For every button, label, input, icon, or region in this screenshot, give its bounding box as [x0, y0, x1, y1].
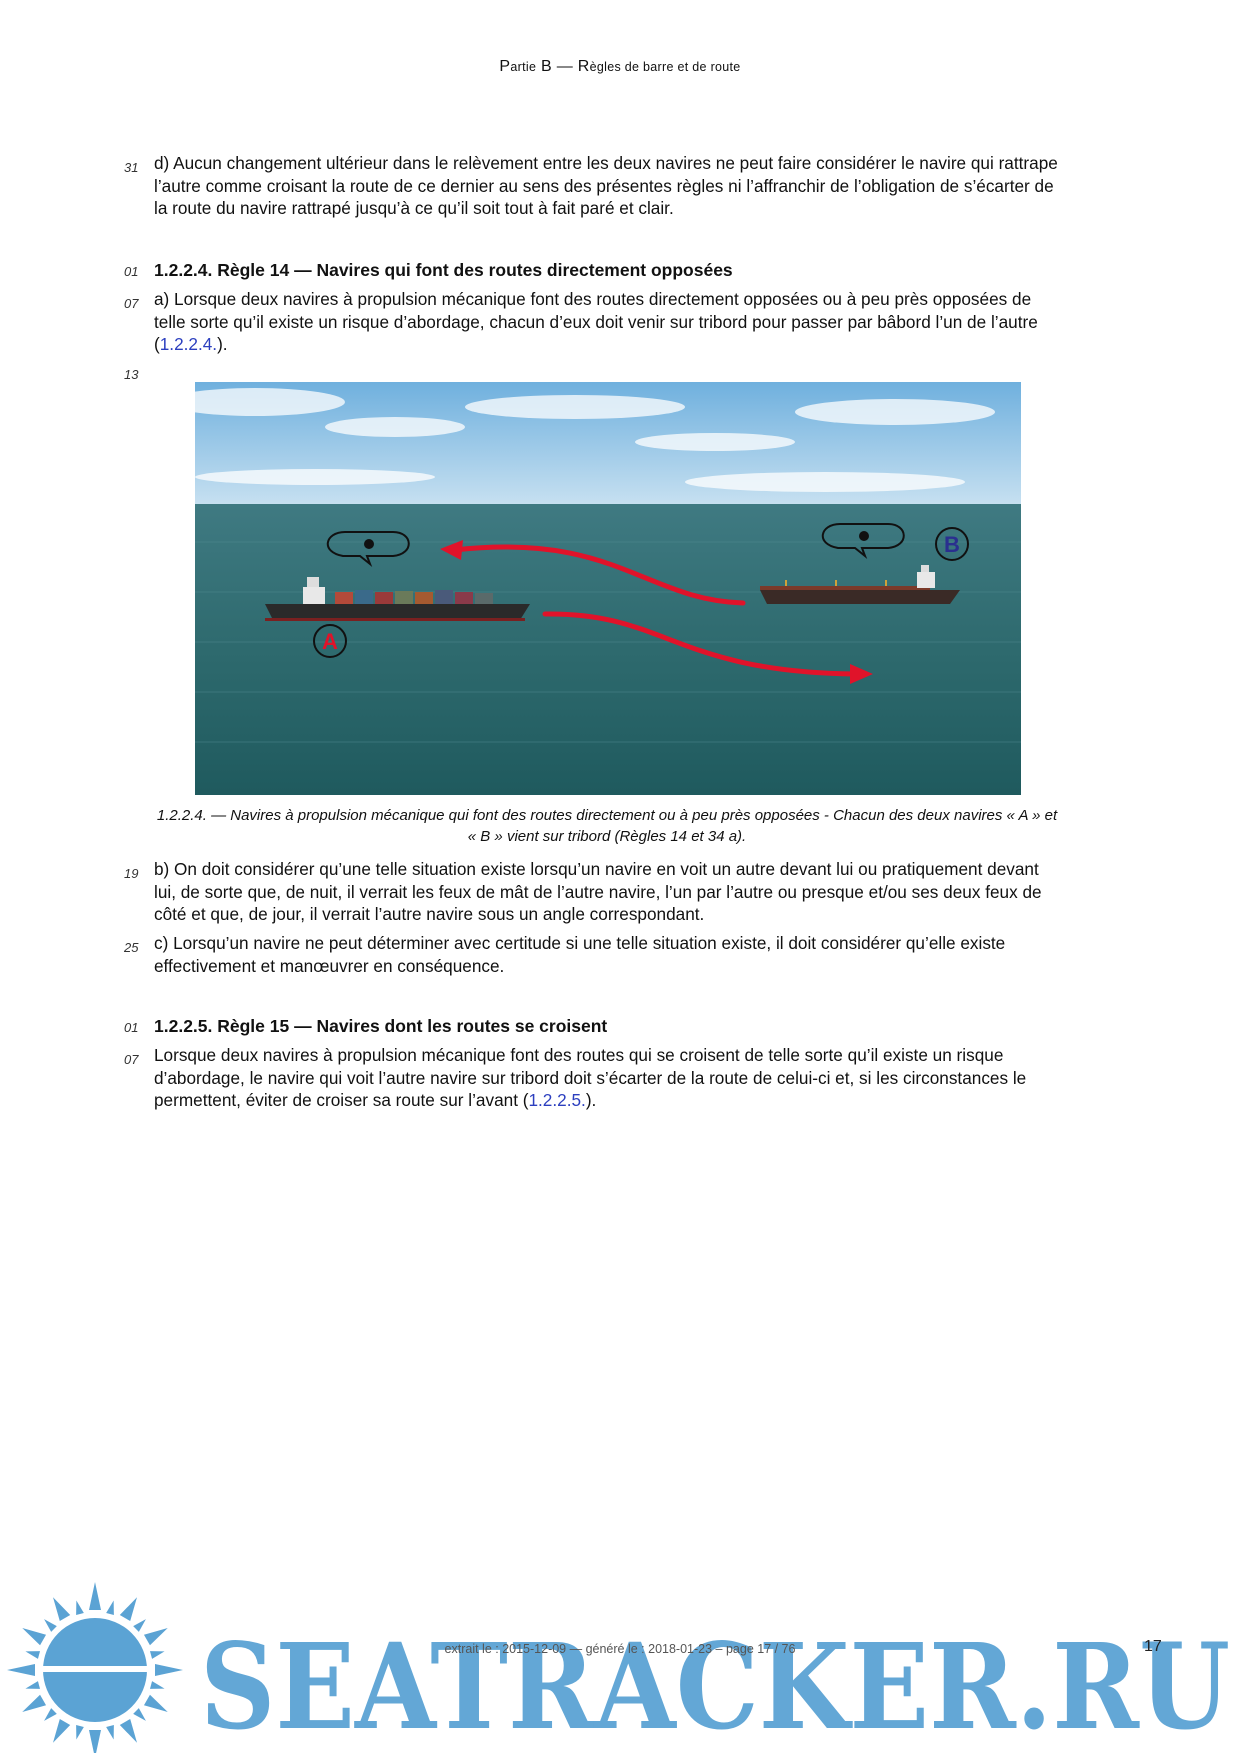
- paragraph-overtaking-d: d) Aucun changement ultérieur dans le relèvement entre les deux navires ne peut faire considérer le navire qui rattrape l’autre comme croisant la route de ce dernier au sens des présentes règles ni l’affranchir de l’obligation de s’écarter de la route du navire rattrapé jusqu’à ce qu’il soit tout à fait paré et clair.: [154, 153, 1058, 218]
- seatracker-watermark: [0, 1570, 1240, 1753]
- paragraph-rule-14-b: b) On doit considérer qu’une telle situation existe lorsqu’un navire en voit un autre devant lui ou pratiquement devant lui, de sorte que, de nuit, il verrait les feux de mât de l’autre navire, l’un par l’autre ou presque et/ou ses deux feux de côté et que, de jour, il verrait l’autre navire sous un angle correspondant.: [154, 859, 1042, 924]
- line-number: 31: [124, 160, 139, 175]
- paragraph-rule-14-c: c) Lorsqu’un navire ne peut déterminer avec certitude si une telle situation existe, il doit considérer qu’elle existe effectivement et manœuvrer en conséquence.: [154, 933, 1006, 976]
- watermark-text: SEATRACKER.RU: [200, 1617, 1230, 1753]
- paragraph-rule-15: Lorsque deux navires à propulsion mécanique font des routes qui se croisent de telle sorte qu’il existe un risque d’abordage, le navire qui voit l’autre navire sur tribord doit s’écarter de la route de celui-ci et, si les circonstances le permettent, éviter de croiser sa route sur l’avant (1.2.2.5.).: [154, 1045, 1027, 1110]
- line-number: 01: [124, 264, 139, 279]
- head-on-situation-figure: [195, 382, 1021, 795]
- label-b: B: [944, 532, 960, 557]
- figure-caption: 1.2.2.4. — Navires à propulsion mécanique qui font des routes directement ou à peu près opposées - Chacun des deux navires « A » et « B » vient sur tribord (Règles 14 et 34 a).: [156, 807, 1058, 845]
- sun-logo-icon: [0, 1570, 210, 1753]
- page-number: 17: [1144, 1638, 1162, 1655]
- section-heading-rule-15: 1.2.2.5. Règle 15 — Navires dont les routes se croisent: [154, 1016, 608, 1036]
- line-number: 07: [124, 296, 139, 311]
- running-header: Partie B — Règles de barre et de route: [499, 58, 741, 75]
- sea: [195, 504, 1021, 795]
- line-number: 25: [124, 940, 139, 955]
- line-number: 13: [124, 367, 139, 382]
- paragraph-rule-14-a: a) Lorsque deux navires à propulsion mécanique font des routes directement opposées ou à peu près opposées de telle sorte qu’il existe un risque d’abordage, chacun d’eux doit venir sur tribord pour passer par bâbord l’un de l’autre (1.2.2.4.).: [154, 289, 1038, 354]
- figure-link-1-2-2-5[interactable]: 1.2.2.5.: [528, 1090, 586, 1110]
- section-heading-rule-14: 1.2.2.4. Règle 14 — Navires qui font des routes directement opposées: [154, 260, 733, 280]
- line-number: 01: [124, 1020, 139, 1035]
- footer-generation-info: extrait le : 2015-12-09 — généré le : 2018-01-23 – page 17 / 76: [444, 1642, 796, 1656]
- figure-link-1-2-2-4[interactable]: 1.2.2.4.: [159, 334, 218, 354]
- line-number: 19: [124, 866, 139, 881]
- label-a: A: [322, 629, 338, 654]
- line-number: 07: [124, 1052, 139, 1067]
